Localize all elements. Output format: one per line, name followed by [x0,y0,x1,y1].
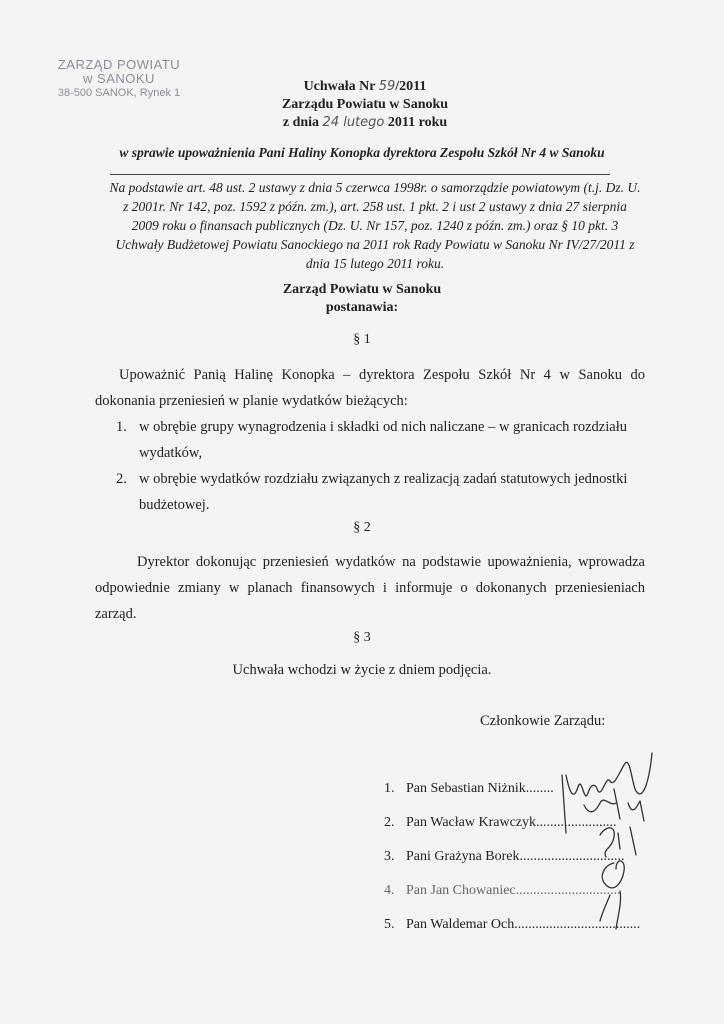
office-stamp [44,58,194,100]
section-1-heading: § 1 [353,332,371,347]
stamp-line-2: w SANOKU [83,71,155,86]
section-2-heading: § 2 [353,520,371,535]
resolution-header [230,78,500,132]
member-row: 5. Pan Waldemar Och.................................... [384,917,641,932]
section-1-list [116,414,646,518]
member-row: 3. Pani Grażyna Borek.............................. [384,849,625,864]
handwritten-date: 24 lutego [322,115,385,130]
stamp-line-3: 38-500 SANOK, Rynek 1 [57,87,181,99]
resolution-subject: w sprawie upoważnienia Pani Haliny Konopka dyrektora Zespołu Szkół Nr 4 w Sanoku [119,145,605,160]
section-3-heading: § 3 [353,630,371,645]
resolution-authority: Zarządu Powiatu w Sanoku [281,97,449,112]
list-item: 1. w obrębie grupy wynagrodzenia i składki od nich naliczane – w granicach rozdziału wydatków, [116,419,627,461]
list-item: 2. w obrębie wydatków rozdziału związanych z realizacją zadań statutowych jednostki budżetowej. [116,471,628,513]
stamp-line-1: ZARZĄD POWIATU [57,57,181,72]
resolution-date-line: z dnia 24 lutego 2011 roku [282,115,448,130]
section-3-text: Uchwała wchodzi w życie z dniem podjęcia. [232,662,492,678]
section-1-text: Upoważnić Panią Halinę Konopka – dyrektora Zespołu Szkół Nr 4 w Sanoku do dokonania przeniesień w planie wydatków bieżących: [95,367,645,409]
divider [110,174,610,175]
handwritten-signatures [540,745,670,940]
member-row: 4. Pan Jan Chowaniec.............................. [384,883,621,898]
resolution-number-line: Uchwała Nr 59/2011 [303,79,427,94]
decides-line-1: Zarząd Powiatu w Sanoku [282,282,442,297]
section-2-text: Dyrektor dokonując przeniesień wydatków na podstawie upoważnienia, wprowadza odpowiednie zmiany w planach finansowych i informuje o dokonanych przeniesieniach zarząd. [95,554,645,622]
member-row: 1. Pan Sebastian Niżnik........ [384,781,554,796]
handwritten-number: 59 [378,79,396,94]
member-row: 2. Pan Wacław Krawczyk....................... [384,815,617,830]
legal-basis: Na podstawie art. 48 ust. 2 ustawy z dnia 5 czerwca 1998r. o samorządzie powiatowym (t.j. Dz. U. z 2001r. Nr 142, poz. 1592 z późn. zm.), art. 258 ust. 1 pkt. 2 i ust 2 ustawy z dnia 27 sierpnia 2009 roku o finansach publicznych (Dz. U. Nr 157, poz. 1240 z późn. zm.) oraz § 10 pkt. 3 Uchwały Budżetowej Powiatu Sanockiego na 2011 rok Rady Powiatu w Sanoku Nr IV/27/2011 z dnia 15 lutego 2011 roku. [109,180,641,271]
decides-line-2: postanawia: [325,300,399,315]
members-title: Członkowie Zarządu: [480,713,606,729]
